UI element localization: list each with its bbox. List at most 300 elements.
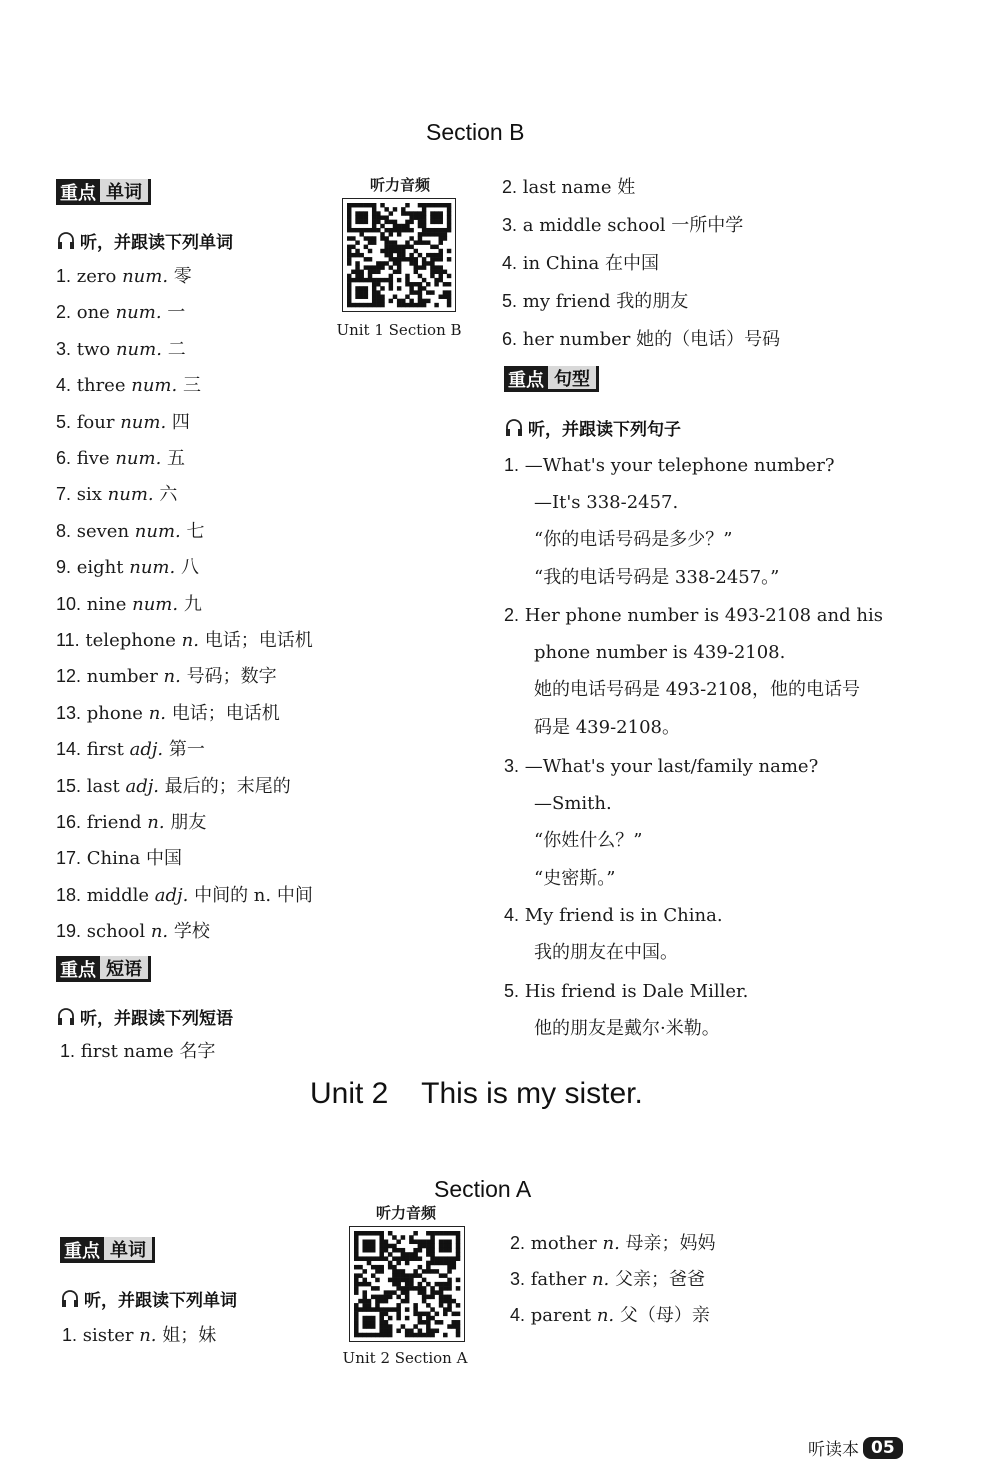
qr-module [393,295,397,299]
qr-module [414,290,418,294]
qr-module [401,1324,406,1329]
qr-module [354,1282,359,1287]
qr-module [426,1282,431,1287]
qr-module [379,1265,384,1270]
qr-module [372,207,376,211]
item-number: 1. [56,266,72,286]
qr-module [372,295,376,299]
qr-module [396,1269,401,1274]
qr-module [401,1278,406,1283]
phrase-text: first name 名字 [80,1041,216,1062]
qr-module [435,1329,440,1334]
qr-module [414,303,418,307]
phrase-item [502,328,780,351]
qr-module [367,1231,372,1236]
qr-module [371,1273,376,1278]
qr-module [397,232,401,236]
qr-module [384,1320,389,1325]
qr-module [456,1239,461,1244]
qr-module [351,253,355,257]
qr-module [422,220,426,224]
qr-module [397,245,401,249]
qr-module [376,290,380,294]
qr-module [418,286,422,290]
qr-module [452,1320,457,1325]
qr-module [452,1324,457,1329]
qr-module [354,1244,359,1249]
qr-module [364,286,368,290]
qr-module [418,253,422,257]
qr-module [359,270,363,274]
qr-module [426,1265,431,1270]
qr-module [380,203,384,207]
qr-module [397,299,401,303]
qr-module [452,1261,457,1266]
qr-module [392,1256,397,1261]
word-item [56,811,206,834]
qr-module [409,282,413,286]
qr-module [376,299,380,303]
qr-module [389,253,393,257]
qr-module [384,215,388,219]
listen-text: 听，并跟读下列句子 [528,420,681,440]
qr-module [443,1312,448,1317]
qr-module [384,1333,389,1338]
word-chinese: 中间的 n. 中间 [194,884,313,906]
qr-module [422,1299,427,1304]
sentence-text: “我的电话号码是 338-2457。” [534,566,780,588]
qr-module [359,211,363,215]
qr-module [371,1316,376,1321]
qr-module [409,236,413,240]
qr-module [362,1256,367,1261]
sentence-text: “你的电话号码是多少？” [534,529,733,550]
qr-module [401,1273,406,1278]
part-of-speech: n. [591,1269,610,1290]
item-number: 12. [56,666,82,687]
qr-module [393,224,397,228]
qr-module [447,1303,452,1308]
qr-module [414,257,418,261]
part-of-speech: adj. [129,739,164,761]
qr-module [355,240,359,244]
qr-module [396,1303,401,1308]
qr-module [367,1256,372,1261]
qr-module [392,1235,397,1240]
phrase-item [502,290,688,313]
qr-module [405,240,409,244]
qr-module [401,249,405,253]
qr-module [435,1290,440,1295]
qr-module [364,295,368,299]
phrase-text: my friend 我的朋友 [522,291,689,312]
qr-module [405,1261,410,1266]
qr-module [435,1269,440,1274]
qr-module [396,1239,401,1244]
qr-module [443,1239,448,1244]
word-item [56,593,202,616]
qr-module [372,236,376,240]
item-number: 3. [510,1269,526,1289]
word-item [56,920,210,943]
phrase-item [502,214,743,237]
qr-module [418,224,422,228]
qr-module [443,1286,448,1291]
qr-module [364,228,368,232]
qr-module [372,265,376,269]
qr-module [430,257,434,261]
qr-module [456,1252,461,1257]
word-chinese: 朋友 [170,812,207,833]
sentence-line [534,1018,720,1040]
qr-module [384,228,388,232]
qr-module [358,1282,363,1287]
qr-module [347,215,351,219]
qr-module [443,228,447,232]
qr-module [388,1324,393,1329]
qr-module [389,265,393,269]
qr-module [354,1320,359,1325]
qr-module [414,215,418,219]
qr-module [409,215,413,219]
item-number: 16. [56,812,82,832]
qr-module [430,215,434,219]
qr-module [413,1307,418,1312]
qr-module [392,1265,397,1270]
qr-module [422,203,426,207]
qr-module [372,270,376,274]
qr-module [372,299,376,303]
qr-module [401,1269,406,1274]
qr-module [418,211,422,215]
qr-module [368,265,372,269]
qr-module [426,299,430,303]
qr-module [376,295,380,299]
qr-module [418,1282,423,1287]
qr-module [443,295,447,299]
qr-module [380,232,384,236]
qr-module [384,261,388,265]
qr-module [354,1324,359,1329]
qr-module [439,240,443,244]
phrase-badge [56,956,151,982]
qr-module [452,1299,457,1304]
qr-label: 听力音频 [375,1204,436,1222]
qr-module [364,215,368,219]
qr-module [351,303,355,307]
qr-module [439,203,443,207]
qr-module [355,228,359,232]
qr-module [426,203,430,207]
qr-module [372,240,376,244]
qr-module [347,220,351,224]
qr-module [372,278,376,282]
qr-module [358,1256,363,1261]
qr-module [426,1244,431,1249]
item-number: 13. [56,702,82,723]
part-of-speech: n. [596,1305,615,1326]
word-chinese: 八 [180,557,199,579]
qr-module [405,1252,410,1257]
listen-text: 听，并跟读下列短语 [80,1009,233,1029]
item-number: 17. [56,848,82,869]
qr-module [392,1282,397,1287]
word-chinese: 号码；数字 [186,666,277,688]
qr-module [409,1256,414,1261]
part-of-speech: n. [147,812,165,833]
qr-module [355,215,359,219]
qr-module [405,1333,410,1338]
qr-module [388,1316,393,1321]
qr-module [447,299,451,303]
sentence-line [504,980,748,1003]
qr-module [439,249,443,253]
qr-module [422,1269,427,1274]
phrase-item [502,252,659,275]
qr-module [347,299,351,303]
part-of-speech: num. [115,302,162,324]
qr-module [380,224,384,228]
word-item [56,338,186,361]
qr-module [393,261,397,265]
badge-key: 重点 [56,179,100,205]
qr-module [368,228,372,232]
qr-module [396,1307,401,1312]
listen-text: 听，并跟读下列单词 [84,1291,237,1311]
qr-module [430,1286,435,1291]
qr-module [354,1286,359,1291]
item-number: 5. [502,291,518,311]
qr-module [388,1265,393,1270]
item-number: 4. [56,375,72,396]
qr-module [376,211,380,215]
word-item [510,1304,710,1327]
qr-module [443,236,447,240]
qr-module [413,1231,418,1236]
qr-module [347,295,351,299]
qr-module [396,1282,401,1287]
sentence-line [534,529,732,551]
qr-module [364,257,368,261]
qr-module [439,1256,444,1261]
qr-module [388,1295,393,1300]
qr-module [439,232,443,236]
qr-module [354,1231,359,1236]
word-english: China [86,848,141,870]
qr-module [447,282,451,286]
qr-module [426,282,430,286]
sentence-text: 他的朋友是戴尔·米勒。 [534,1017,720,1039]
qr-module [372,303,376,307]
qr-module [393,249,397,253]
qr-module [439,1299,444,1304]
qr-module [368,249,372,253]
word-chinese: 三 [182,375,201,397]
item-number: 9. [56,557,72,578]
qr-module [439,220,443,224]
qr-module [447,1269,452,1274]
qr-module [439,257,443,261]
qr-module [414,265,418,269]
unit2-vocab-badge [60,1237,155,1263]
qr-module [375,1278,380,1283]
qr-module [414,282,418,286]
qr-module [439,274,443,278]
word-english: school [86,921,146,943]
item-number: 2. [56,302,72,323]
qr-module [401,207,405,211]
qr-module [347,228,351,232]
badge-topic: 短语 [100,956,151,982]
qr-module [392,1248,397,1253]
word-chinese: 五 [167,448,186,469]
qr-module [396,1261,401,1266]
qr-module [422,1290,427,1295]
qr-module [371,1324,376,1329]
qr-code-unit1-section-b[interactable] [342,198,456,312]
qr-module [372,224,376,228]
qr-module [384,1290,389,1295]
word-english: phone [86,702,143,724]
qr-module [439,278,443,282]
qr-module [371,1265,376,1270]
item-number: 2. [502,177,518,197]
item-number: 18. [56,884,82,905]
word-chinese: 最后的；末尾的 [164,775,291,797]
qr-module [397,249,401,253]
item-number: 3. [502,215,518,235]
qr-module [379,1333,384,1338]
qr-module [426,1231,431,1236]
qr-module [409,253,413,257]
qr-module [396,1295,401,1300]
qr-module [362,1333,367,1338]
qr-module [430,1252,435,1257]
qr-module [434,232,438,236]
qr-module [447,249,451,253]
qr-module [434,282,438,286]
qr-module [405,1282,410,1287]
word-item [56,702,280,725]
sentence-text: —What's your last/family name? [524,756,819,777]
sentence-text: —It's 338-2457. [534,491,679,513]
qr-module [376,220,380,224]
qr-module [347,207,351,211]
qr-module [380,215,384,219]
qr-module [392,1278,397,1283]
qr-module [347,253,351,257]
headphone-icon [504,418,524,438]
qr-module [389,282,393,286]
qr-module [389,211,393,215]
sentence-text: His friend is Dale Miller. [524,981,749,1002]
qr-module [359,232,363,236]
qr-module [368,270,372,274]
qr-module [422,215,426,219]
qr-module [388,1278,393,1283]
qr-module [379,1244,384,1249]
qr-module [439,1248,444,1253]
qr-module [447,228,451,232]
qr-module [359,203,363,207]
listen-text: 听，并跟读下列单词 [80,233,233,253]
qr-module [443,1244,448,1249]
qr-module [372,203,376,207]
qr-module [447,1248,452,1253]
qr-module [405,1316,410,1321]
qr-module [375,1307,380,1312]
qr-module [422,257,426,261]
qr-module [362,1303,367,1308]
qr-module [426,1316,431,1321]
qr-module [355,303,359,307]
qr-module [418,236,422,240]
qr-module [413,1256,418,1261]
qr-module [376,228,380,232]
word-item [56,556,199,579]
qr-module [422,211,426,215]
qr-module [409,286,413,290]
page-number: 05 [863,1437,903,1459]
qr-module [456,1329,461,1334]
qr-module [447,220,451,224]
qr-module [447,1261,452,1266]
qr-module [347,224,351,228]
qr-module [435,1261,440,1266]
qr-module [372,211,376,215]
qr-module [405,295,409,299]
qr-module [443,1256,448,1261]
qr-module [396,1312,401,1317]
headphone-icon [56,231,76,251]
word-english: nine [86,593,127,615]
qr-module [358,1299,363,1304]
word-english: number [86,666,158,688]
qr-module [426,290,430,294]
qr-module [362,1320,367,1325]
qr-module [376,261,380,265]
qr-module [371,1295,376,1300]
qr-module [354,1316,359,1321]
qr-module [354,1252,359,1257]
qr-module [354,1278,359,1283]
qr-module [426,1295,431,1300]
qr-module [422,278,426,282]
qr-module [405,1290,410,1295]
qr-module [359,290,363,294]
section-a-title: Section A [434,1176,532,1202]
word-item [56,847,182,870]
qr-module [375,1265,380,1270]
qr-module [439,1231,444,1236]
qr-module [435,1320,440,1325]
qr-module [435,1282,440,1287]
qr-module [354,1329,359,1334]
item-number: 6. [502,329,518,349]
qr-module [443,1282,448,1287]
item-number: 1. [60,1041,76,1061]
qr-module [354,1235,359,1240]
qr-module [401,1299,406,1304]
qr-module [379,1316,384,1321]
qr-module [389,299,393,303]
qr-module [362,1324,367,1329]
qr-code-unit2-section-a[interactable] [349,1226,465,1342]
sentence-line [534,942,678,964]
qr-module [426,1329,431,1334]
qr-module [367,1282,372,1287]
qr-module [397,253,401,257]
